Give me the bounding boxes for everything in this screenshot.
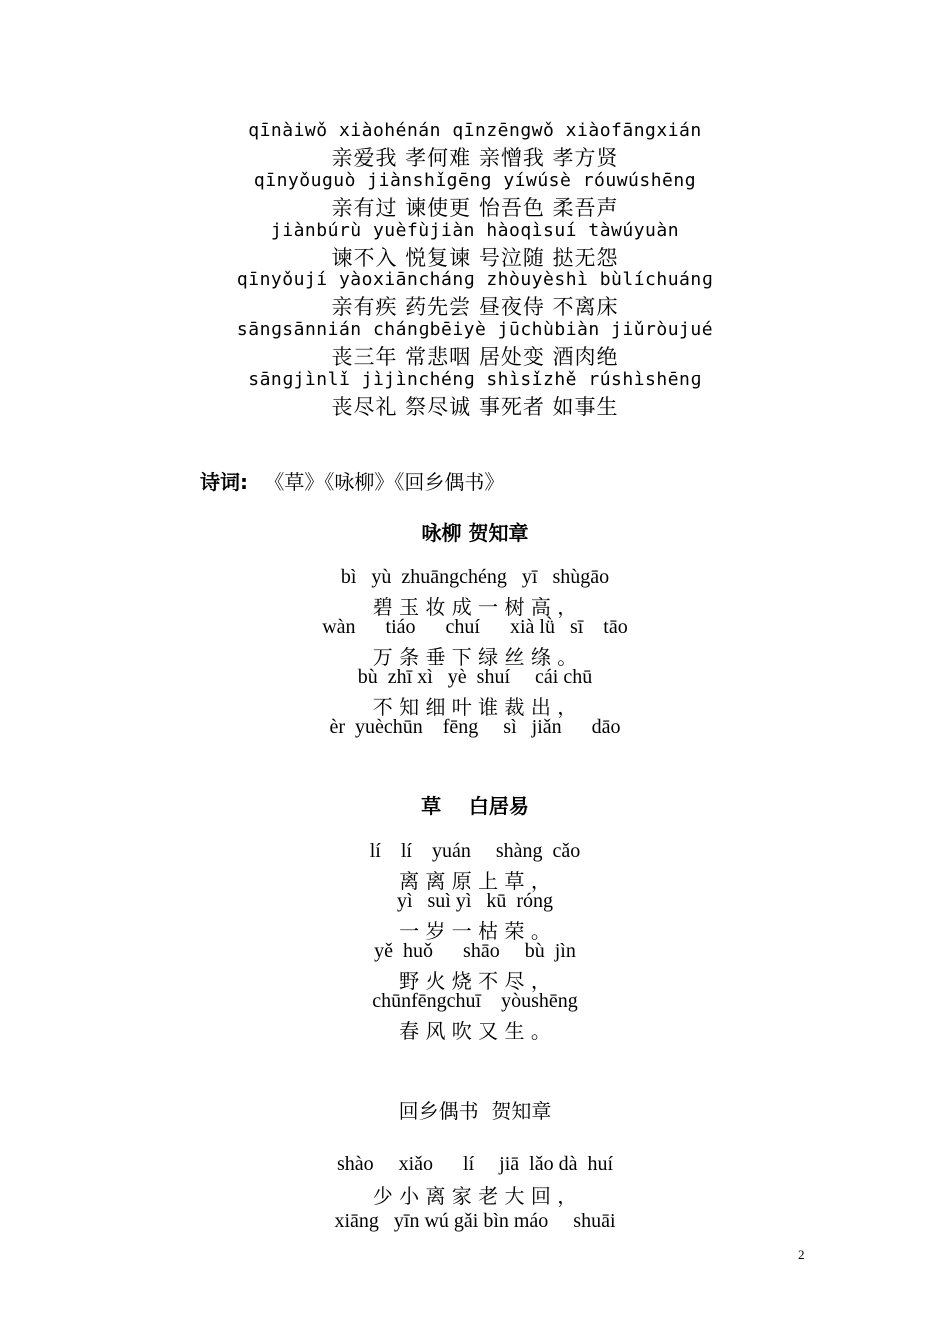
hanzi-line: 春 风 吹 又 生 。: [399, 1019, 551, 1043]
poem-title: 咏柳 贺知章: [421, 521, 529, 545]
pinyin-line: shào xiǎo lí jiā lǎo dà huí: [336, 1153, 614, 1175]
pinyin-line: qīnyǒují yàoxiānchánɡ zhòuyèshì bùlíchuánɡ: [236, 269, 714, 290]
pinyin-line: yě huǒ shāo bù jìn: [374, 940, 576, 962]
hanzi-line: 亲有疾 药先尝 昼夜侍 不离床: [331, 295, 619, 319]
hanzi-line: 碧 玉 妆 成 一 树 高 ，: [372, 595, 578, 619]
pinyin-line: bì yù zhuāngchéng yī shùgāo: [340, 566, 610, 588]
hanzi-line: 野 火 烧 不 尽 ，: [399, 969, 551, 993]
pinyin-line: sānɡsānnián chánɡbēiyè jūchùbiàn jiǔròujué: [236, 319, 714, 340]
pinyin-line: qīnàiwǒ xiàohénán qīnzēngwǒ xiàofāngxián: [248, 120, 702, 141]
pinyin-line: qīnyǒuguò jiànshǐgēng yíwúsè róuwúshēng: [253, 170, 697, 191]
hanzi-line: 谏不入 悦复谏 号泣随 挞无怨: [331, 246, 619, 270]
pinyin-line: xiāng yīn wú gǎi bìn máo shuāi: [334, 1210, 616, 1232]
pinyin-line: chūnfēngchuī yòushēng: [372, 990, 578, 1012]
section-list: 《草》《咏柳》《回乡偶书》: [264, 470, 505, 494]
pinyin-line: èr yuèchūn fēng sì jiǎn dāo: [329, 716, 621, 738]
hanzi-line: 亲爱我 孝何难 亲憎我 孝方贤: [331, 146, 619, 170]
pinyin-line: bù zhī xì yè shuí cái chū: [357, 666, 593, 688]
hanzi-line: 丧尽礼 祭尽诚 事死者 如事生: [331, 395, 619, 419]
hanzi-line: 一 岁 一 枯 荣 。: [399, 919, 551, 943]
pinyin-line: sānɡjìnlǐ jìjìnchénɡ shìsǐzhě rúshìshēnɡ: [248, 369, 702, 390]
pinyin-line: wàn tiáo chuí xià lǜ sī tāo: [322, 616, 628, 638]
section-label: 诗词:: [200, 470, 248, 494]
hanzi-line: 丧三年 常悲咽 居处变 酒肉绝: [331, 345, 619, 369]
pinyin-line: yì suì yì kū róng: [396, 890, 554, 912]
hanzi-line: 亲有过 谏使更 怡吾色 柔吾声: [331, 196, 619, 220]
hanzi-line: 离 离 原 上 草 ，: [399, 869, 551, 893]
poem-title: 回乡偶书 贺知章: [398, 1099, 552, 1123]
pinyin-line: jiànbúrù yuèfùjiàn hàoqìsuí tàwúyuàn: [270, 220, 680, 241]
pinyin-line: lí lí yuán shàng cǎo: [369, 840, 581, 862]
poem-title: 草 白居易: [421, 794, 529, 818]
hanzi-line: 万 条 垂 下 绿 丝 绦 。: [372, 645, 578, 669]
hanzi-line: 不 知 细 叶 谁 裁 出 ，: [372, 695, 578, 719]
hanzi-line: 少 小 离 家 老 大 回 ，: [372, 1184, 578, 1208]
poems-section-heading: [200, 466, 504, 495]
page-number: 2: [798, 1247, 805, 1262]
